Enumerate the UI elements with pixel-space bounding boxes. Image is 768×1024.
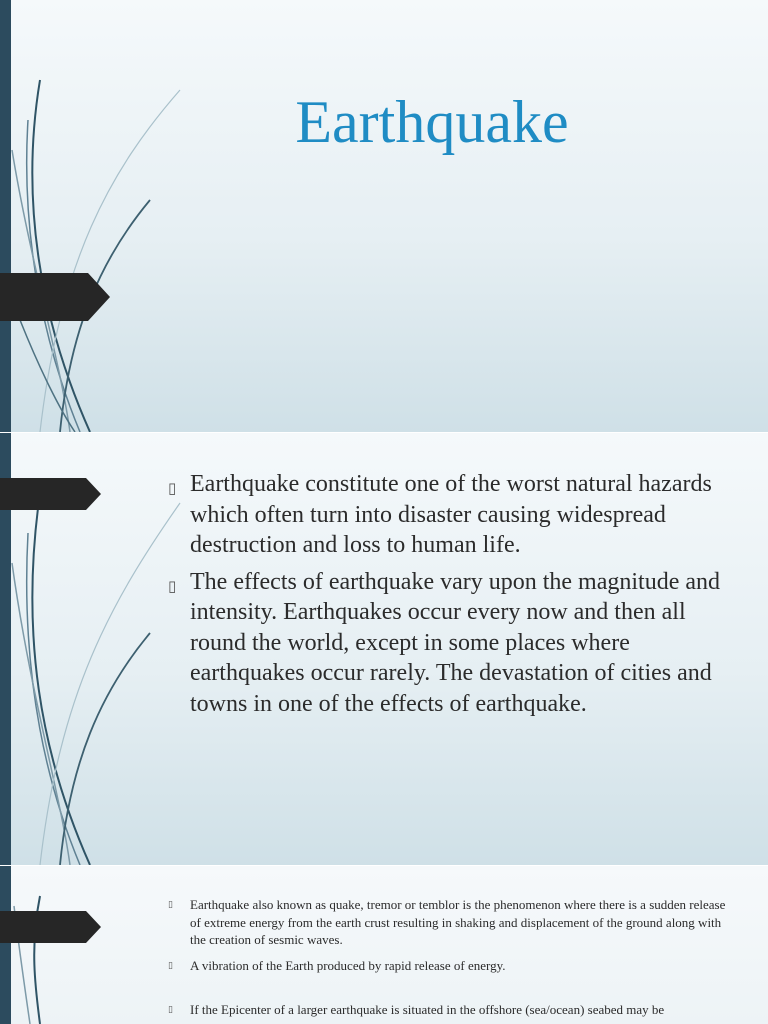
bullet-icon: ▯ [168, 479, 177, 497]
slide-title [0, 0, 768, 432]
list-item [168, 469, 738, 561]
bullet-list [168, 896, 738, 1024]
list-item [168, 1001, 738, 1019]
bullet-icon: ▯ [168, 900, 173, 910]
list-item-text: A vibration of the Earth produced by rapid release of energy. [190, 957, 506, 973]
bullet-icon: ▯ [168, 960, 173, 971]
decorative-swoosh-lines [0, 0, 200, 432]
chevron-arrow-icon [0, 478, 101, 510]
list-item [168, 957, 738, 975]
bullet-list [168, 469, 738, 725]
bullet-icon: ▯ [168, 1005, 173, 1015]
list-item-text: If the Epicenter of a larger earthquake is situated in the offshore (sea/ocean) seabed may be [190, 1002, 665, 1017]
slide-body [0, 433, 768, 865]
chevron-arrow-icon [0, 911, 101, 943]
slide-body [0, 866, 768, 1024]
bullet-icon: ▯ [168, 576, 177, 595]
list-item-text: Earthquake also known as quake, tremor or temblor is the phenomenon where there is a sudden release of extreme energy from the earth crust resulting in shaking and displacement of the ground along with the creation of sesmic waves. [190, 897, 726, 947]
slide-title-text: Earthquake [295, 89, 569, 155]
side-bar [0, 866, 11, 1024]
list-item [168, 567, 738, 720]
side-bar [0, 0, 11, 432]
list-item-text: The effects of earthquake vary upon the magnitude and intensity. Earthquakes occur every now and then all round the world, except in some places where earthquakes occur rarely. The devastation of cities and towns in one of the effects of earthquake. [190, 568, 721, 717]
list-item [168, 896, 738, 949]
list-item-text: Earthquake constitute one of the worst natural hazards which often turn into disaster causing widespread destruction and loss to human life. [190, 471, 712, 558]
chevron-arrow-icon [0, 273, 110, 321]
